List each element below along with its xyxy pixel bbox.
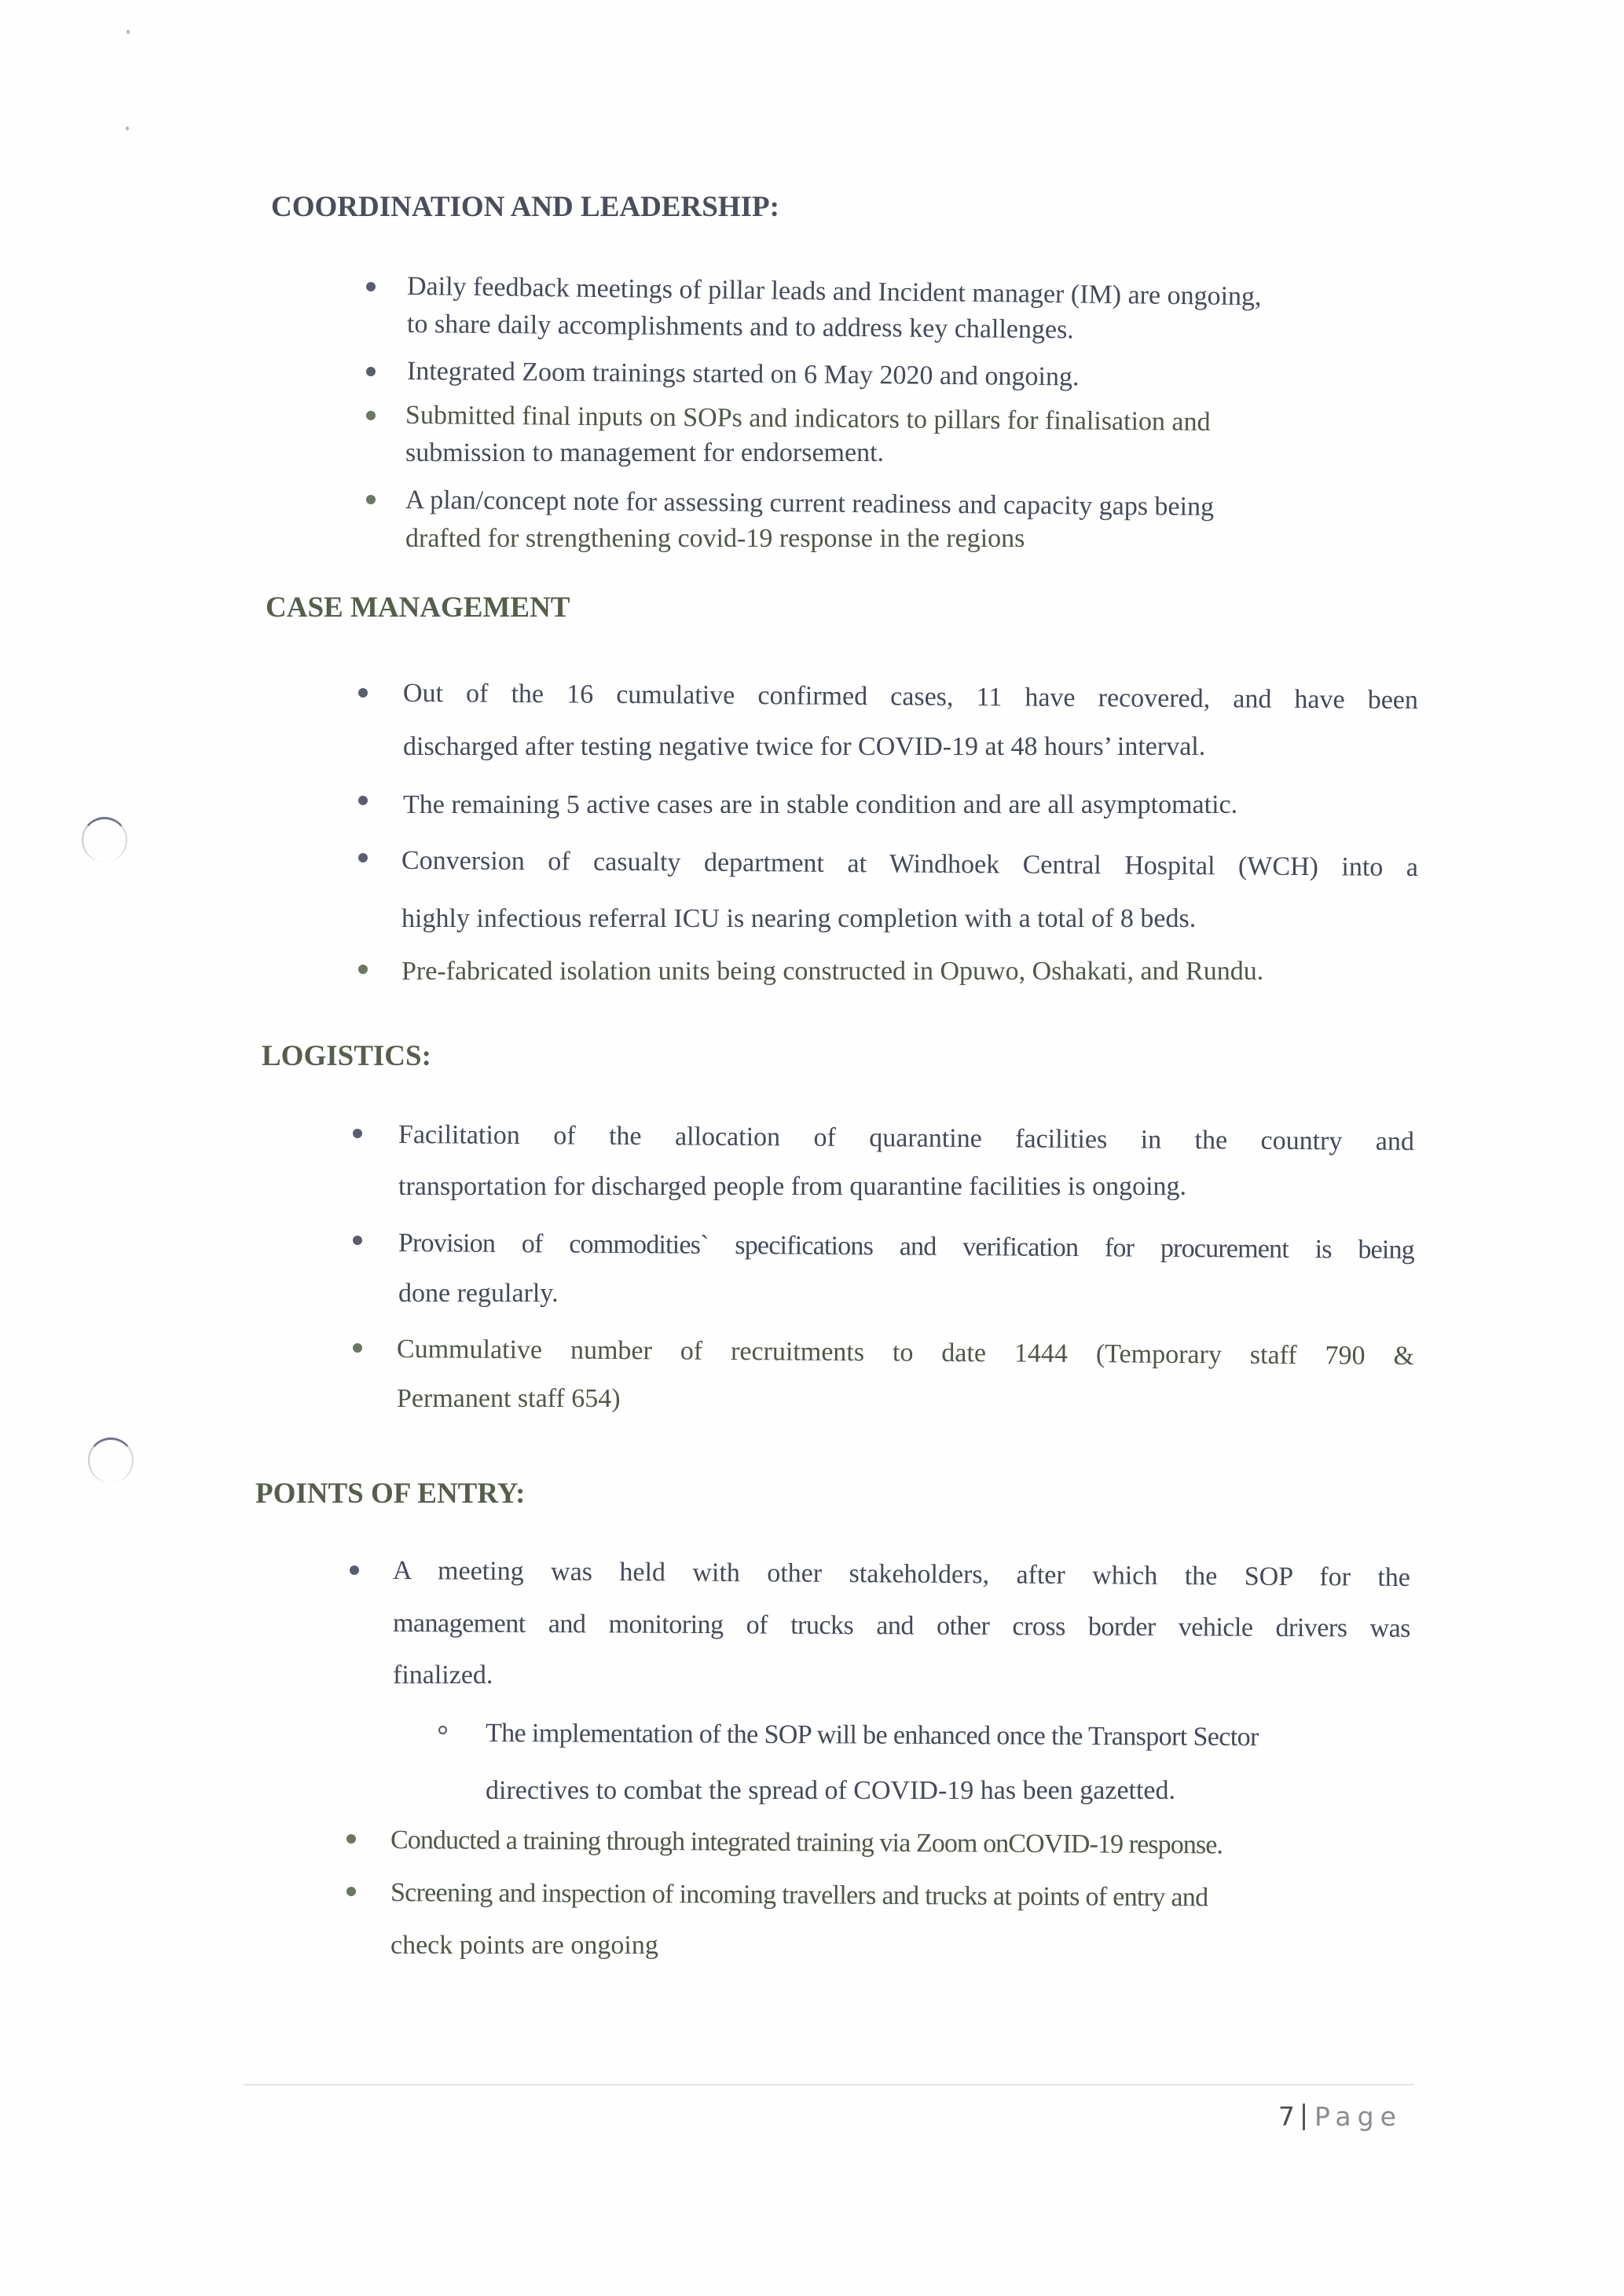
sub-item-text: The implementation of the SOP will be enhanced once the Transport Sector bbox=[485, 1719, 1259, 1752]
item-text: discharged after testing negative twice for COVID-19 at 48 hours’ interval. bbox=[403, 732, 1206, 761]
item-text: Submitted final inputs on SOPs and indicators to pillars for finalisation and bbox=[405, 401, 1211, 437]
item-text: submission to management for endorsement. bbox=[405, 438, 885, 467]
section-heading: LOGISTICS: bbox=[262, 1040, 431, 1072]
item-text: done regularly. bbox=[398, 1279, 559, 1308]
page-separator bbox=[1303, 2104, 1305, 2130]
bullet-icon bbox=[366, 411, 376, 420]
item-text: Permanent staff 654) bbox=[397, 1384, 621, 1413]
bullet-icon bbox=[346, 1834, 356, 1844]
item-text: management and monitoring of trucks and other cross border vehicle drivers was bbox=[392, 1609, 1411, 1643]
item-text: A meeting was held with other stakeholders, after which the SOP for the bbox=[392, 1556, 1411, 1593]
item-text: Pre-fabricated isolation units being constructed in Opuwo, Oshakati, and Rundu. bbox=[401, 957, 1264, 986]
bullet-icon bbox=[353, 1343, 362, 1353]
item-text: to share daily accomplishments and to address key challenges. bbox=[406, 309, 1074, 345]
page-number-value: 7 bbox=[1278, 2101, 1295, 2132]
bullet-icon bbox=[366, 495, 376, 504]
item-text: highly infectious referral ICU is nearing completion with a total of 8 beds. bbox=[401, 904, 1197, 933]
bullet-icon bbox=[358, 796, 368, 805]
scan-speck bbox=[126, 126, 129, 130]
scan-speck bbox=[126, 30, 130, 34]
bullet-icon bbox=[346, 1887, 356, 1896]
bullet-icon bbox=[358, 853, 368, 862]
hole-punch-mark bbox=[82, 817, 127, 862]
bullet-icon bbox=[358, 688, 368, 698]
item-text: transportation for discharged people from quarantine facilities is ongoing. bbox=[398, 1172, 1187, 1201]
item-text: A plan/concept note for assessing current readiness and capacity gaps being bbox=[405, 485, 1215, 522]
item-text: Daily feedback meetings of pillar leads and Incident manager (IM) are ongoing, bbox=[406, 272, 1262, 312]
section-heading: CASE MANAGEMENT bbox=[266, 591, 570, 624]
item-text: Conducted a training through integrated training via Zoom onCOVID-19 response. bbox=[390, 1825, 1223, 1860]
section-heading: COORDINATION AND LEADERSHIP: bbox=[271, 191, 779, 223]
bullet-icon bbox=[366, 367, 376, 376]
bullet-icon bbox=[366, 282, 376, 291]
item-text: check points are ongoing bbox=[390, 1931, 658, 1960]
item-text: Cummulative number of recruitments to date 1444 (Temporary staff 790 & bbox=[396, 1335, 1415, 1371]
item-text: finalized. bbox=[393, 1661, 493, 1690]
item-text: Integrated Zoom trainings started on 6 May 2020 and ongoing. bbox=[406, 357, 1080, 392]
page-label: Page bbox=[1314, 2101, 1402, 2132]
item-text: Provision of commodities` specifications and verification for procurement is being bbox=[398, 1229, 1415, 1265]
section-heading: POINTS OF ENTRY: bbox=[255, 1478, 526, 1510]
bullet-icon bbox=[358, 965, 368, 974]
circle-bullet-icon bbox=[438, 1726, 447, 1734]
hole-punch-mark bbox=[88, 1437, 134, 1483]
bullet-icon bbox=[353, 1236, 362, 1245]
footer-divider bbox=[244, 2084, 1414, 2085]
item-text: Conversion of casualty department at Windhoek Central Hospital (WCH) into a bbox=[401, 846, 1419, 883]
item-text: Out of the 16 cumulative confirmed cases, 11 have recovered, and have been bbox=[402, 679, 1419, 716]
item-text: The remaining 5 active cases are in stable condition and are all asymptomatic. bbox=[403, 790, 1238, 819]
bullet-icon bbox=[350, 1565, 359, 1575]
page-number bbox=[1278, 2101, 1402, 2132]
item-text: drafted for strengthening covid-19 response in the regions bbox=[405, 524, 1025, 553]
bullet-icon bbox=[353, 1129, 362, 1138]
item-text: Facilitation of the allocation of quarantine facilities in the country and bbox=[398, 1120, 1415, 1157]
item-text: Screening and inspection of incoming travellers and trucks at points of entry and bbox=[390, 1878, 1208, 1913]
sub-item-text: directives to combat the spread of COVID-19 has been gazetted. bbox=[486, 1776, 1176, 1805]
